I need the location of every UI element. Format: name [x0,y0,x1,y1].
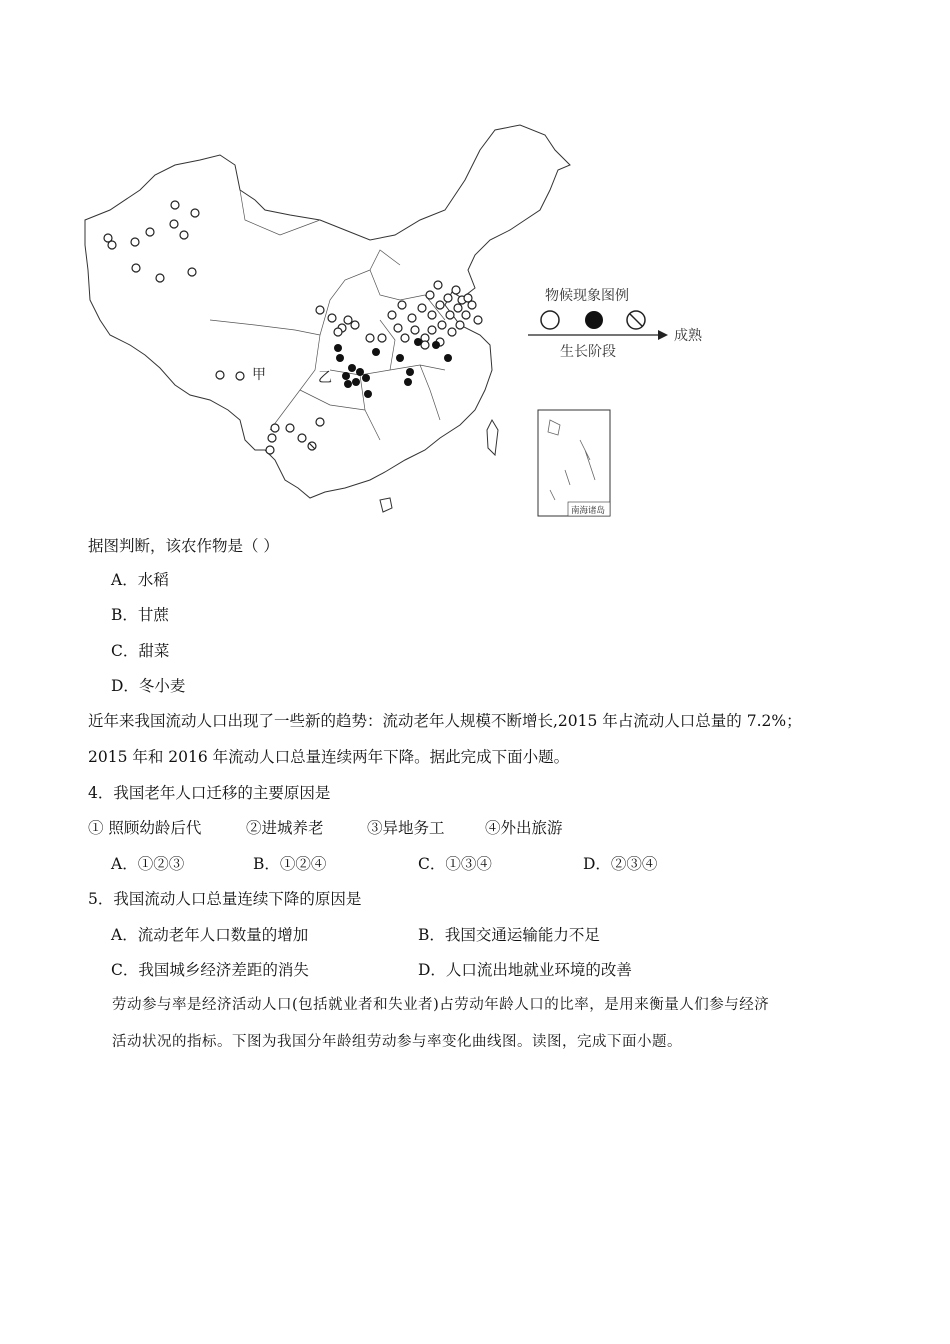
hainan-outline [380,498,392,512]
q3-option-b[interactable]: B．甘蔗 [111,606,169,624]
q3-option-d[interactable]: D．冬小麦 [111,677,186,695]
q3-stem: 据图判断，该农作物是（ ） [88,537,279,555]
legend-stage: 生长阶段 [560,345,616,360]
label-jia: 甲 [252,368,266,383]
q5-option-a[interactable]: A．流动老年人口数量的增加 [111,926,309,944]
q5-option-c[interactable]: C．我国城乡经济差距的消失 [111,961,309,979]
q3-option-c[interactable]: C．甜菜 [111,642,170,660]
q5-option-b[interactable]: B．我国交通运输能力不足 [418,926,600,944]
q4-option-a[interactable]: A．①②③ [111,855,185,873]
legend-end: 成熟 [674,329,702,344]
passage-line-2: 2015 年和 2016 年流动人口总量连续两年下降。据此完成下面小题。 [88,748,570,766]
inset-label: 南海诸岛 [571,505,606,515]
q4-option-b[interactable]: B．①②④ [253,855,327,873]
taiwan-outline [487,420,498,455]
open-circle-markers [104,201,482,454]
q4-stem: 4．我国老年人口迁移的主要原因是 [88,784,331,802]
q4-item-1: ① 照顾幼龄后代 [88,819,202,837]
q5-stem: 5．我国流动人口总量连续下降的原因是 [88,890,362,908]
hatched-circle-markers [308,442,316,450]
q5-option-d[interactable]: D．人口流出地就业环境的改善 [418,961,632,979]
legend-arrow-icon [658,330,668,340]
china-outline [85,125,570,498]
passage2-line-2: 活动状况的指标。下图为我国分年龄组劳动参与率变化曲线图。读图，完成下面小题。 [112,1034,682,1050]
passage2-line-1: 劳动参与率是经济活动人口(包括就业者和失业者)占劳动年龄人口的比率，是用来衡量人们参与经济 [112,997,770,1013]
q4-item-3: ③异地务工 [367,819,445,837]
legend-filled-circle [585,311,603,329]
q4-option-d[interactable]: D．②③④ [583,855,658,873]
label-yi: 乙 [318,371,332,386]
passage-line-1: 近年来我国流动人口出现了一些新的趋势：流动老年人规模不断增长,2015 年占流动人口总量的 7.2%； [88,712,802,730]
china-phenology-map [80,120,720,520]
map-drawing [80,120,720,520]
q4-item-4: ④外出旅游 [485,819,563,837]
q4-item-2: ②进城养老 [246,819,324,837]
q4-option-c[interactable]: C．①③④ [418,855,492,873]
legend-title: 物候现象图例 [545,289,629,304]
legend-open-circle [541,311,559,329]
q3-option-a[interactable]: A．水稻 [111,571,169,589]
